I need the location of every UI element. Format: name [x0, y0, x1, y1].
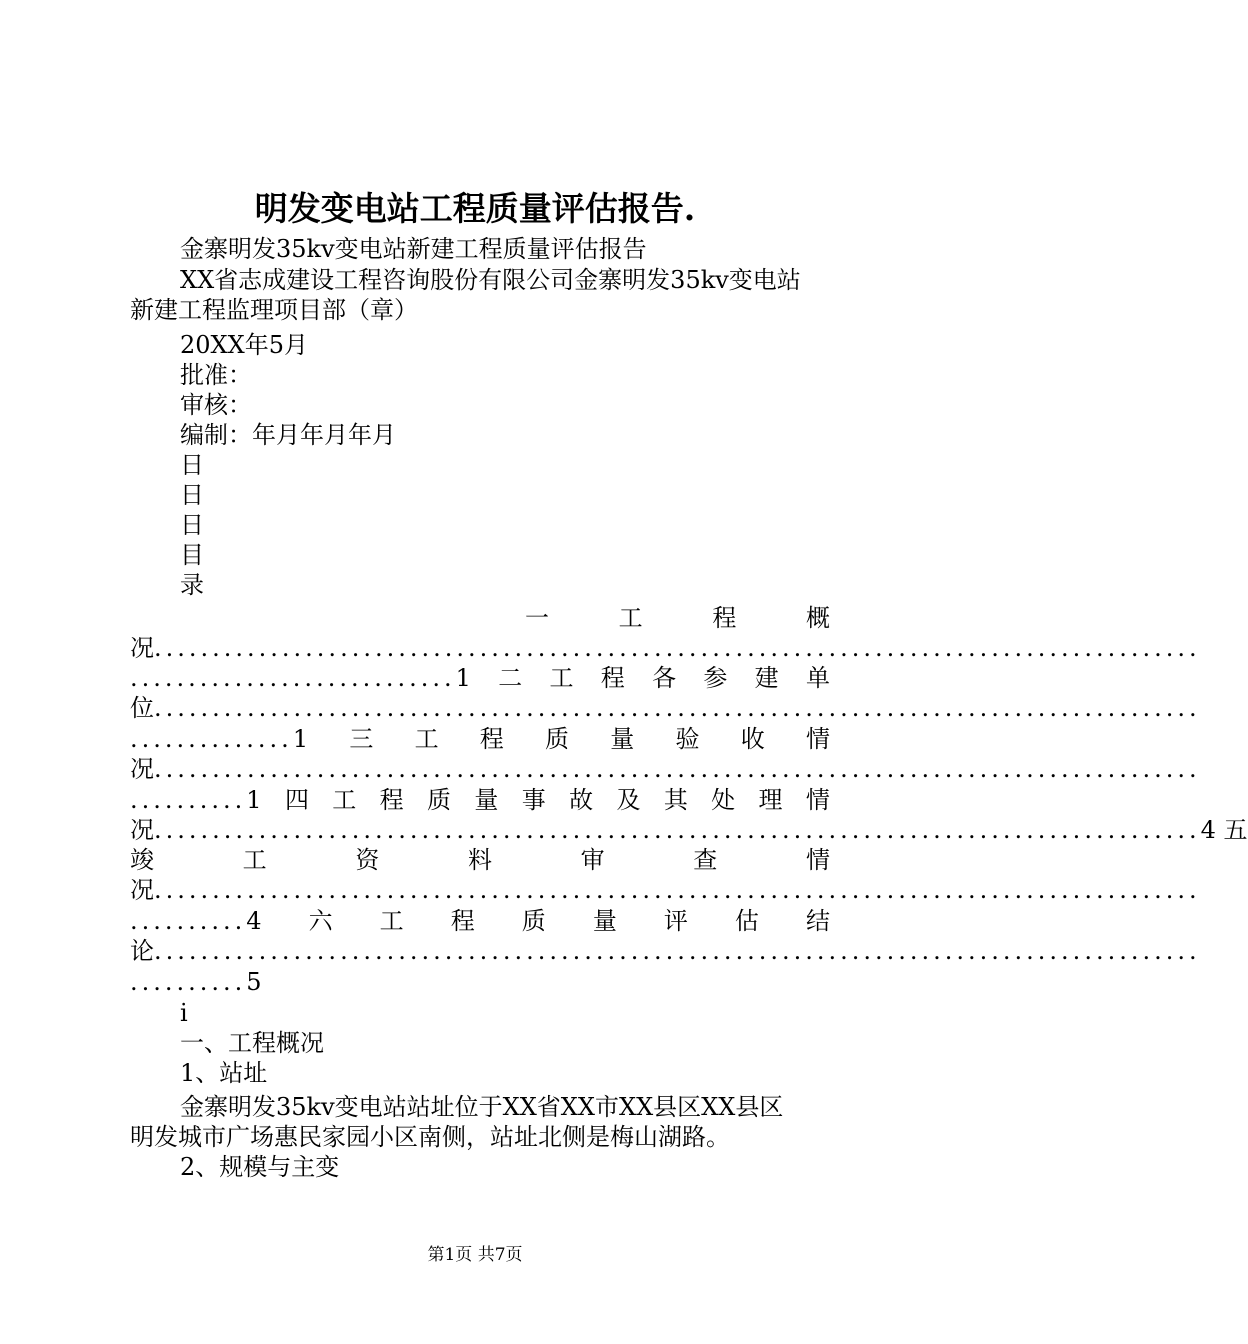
subsection-heading: 1、站址: [180, 1059, 268, 1087]
toc-word: 验: [675, 725, 700, 753]
toc-word: 程: [450, 907, 475, 935]
toc-page-number: 1: [246, 786, 262, 814]
toc-word: 建: [754, 664, 779, 692]
roman-page-number: i: [180, 999, 188, 1027]
toc-word: 程: [379, 786, 404, 814]
paragraph-line: 明发城市广场惠民家园小区南侧，站址北侧是梅山湖路。: [130, 1123, 730, 1151]
toc-word: 况: [130, 755, 154, 783]
toc-word: 收: [740, 725, 765, 753]
toc-word: 事: [521, 786, 546, 814]
approve-label: 批准：: [180, 361, 252, 389]
organization-line-2: 新建工程监理项目部（章）: [130, 296, 418, 324]
toc-word: 处: [711, 786, 736, 814]
compile-label: 编制：年月年月年月: [180, 421, 396, 449]
toc-word: 三: [349, 725, 374, 753]
toc-entry-1-head: [525, 603, 830, 633]
toc-word: 各: [652, 664, 677, 692]
toc-entry-2-head: ............................ 1 二 工 程 各 参 建 单: [130, 664, 830, 692]
toc-word: 程: [600, 664, 625, 692]
toc-word: 论: [130, 937, 154, 965]
toc-word: 料: [467, 846, 492, 874]
subsection-heading: 2、规模与主变: [180, 1153, 340, 1181]
report-subtitle: 金寨明发35kv变电站新建工程质量评估报告: [180, 235, 647, 263]
toc-word: 工: [379, 907, 404, 935]
toc-word: 情: [805, 846, 830, 874]
toc-page-number: 4 五: [1200, 816, 1248, 844]
toc-dot-leader: 况 ..........................................................................................: [130, 876, 1201, 904]
toc-entry-6-head: .......... 4 六 工 程 质 量 评 估 结: [130, 907, 830, 935]
toc-word: 量: [592, 907, 617, 935]
toc-entry-6-tail: .......... 5: [130, 968, 262, 996]
toc-dot-leader: 况 ..........................................................................................: [130, 755, 1201, 783]
toc-word: 故: [569, 786, 594, 814]
toc-word: 查: [693, 846, 718, 874]
toc-word: 估: [734, 907, 759, 935]
toc-heading-char: 录: [180, 571, 204, 599]
toc-word: 工: [618, 604, 643, 632]
toc-word: 况: [130, 876, 154, 904]
toc-word: 工: [332, 786, 357, 814]
toc-page-number: 1: [292, 725, 309, 753]
toc-word: 竣: [130, 846, 154, 874]
toc-dot-leader: 位 ..........................................................................................: [130, 694, 1201, 722]
toc-word: 位: [130, 694, 154, 722]
paragraph-line: 金寨明发35kv变电站站址位于XX省XX市XX县区XX县区: [180, 1093, 784, 1121]
page-footer: 第1页 共7页: [427, 1245, 523, 1265]
toc-entry-4-head: .......... 1 四 工 程 质 量 事 故 及 其 处 理 情: [130, 786, 830, 814]
toc-word: 六: [308, 907, 333, 935]
section-heading: 一、工程概况: [180, 1029, 324, 1057]
toc-entry-3-head: .............. 1 三 工 程 质 量 验 收 情: [130, 725, 830, 753]
toc-word: 概: [805, 604, 830, 632]
toc-word: 工: [549, 664, 574, 692]
toc-word: 评: [663, 907, 688, 935]
report-date: 20XX年5月: [180, 331, 308, 359]
toc-word: 审: [580, 846, 605, 874]
toc-word: 结: [805, 907, 830, 935]
toc-word: 单: [805, 664, 830, 692]
review-label: 审核：: [180, 391, 252, 419]
toc-word: 况: [130, 816, 154, 844]
day-char: 日: [180, 511, 204, 539]
toc-word: 情: [805, 786, 830, 814]
toc-word: 其: [663, 786, 688, 814]
day-char: 日: [180, 481, 204, 509]
toc-word: 理: [758, 786, 783, 814]
toc-word: 一: [525, 604, 549, 632]
toc-word: 质: [427, 786, 452, 814]
toc-word: 及: [616, 786, 641, 814]
toc-word: 工: [242, 846, 267, 874]
toc-word: 量: [610, 725, 635, 753]
toc-page-number: 5: [246, 968, 262, 996]
toc-word: 四: [284, 786, 309, 814]
toc-dot-leader: 论 ..........................................................................................: [130, 937, 1201, 965]
toc-entry-4-tail: 况 .......................................................................................... 4 五: [130, 816, 1248, 844]
toc-word: 程: [479, 725, 504, 753]
organization-line-1: XX省志成建设工程咨询股份有限公司金寨明发35kv变电站: [180, 266, 801, 294]
toc-word: 况: [130, 634, 154, 662]
toc-word: 质: [545, 725, 570, 753]
toc-word: 情: [805, 725, 830, 753]
document-title: 明发变电站工程质量评估报告.: [254, 189, 696, 228]
toc-dot-leader: 况 ..........................................................................................: [130, 634, 1201, 662]
toc-word: 二: [498, 664, 523, 692]
toc-word: 质: [521, 907, 546, 935]
toc-heading-char: 目: [180, 541, 204, 569]
toc-word: 参: [703, 664, 728, 692]
toc-word: 工: [414, 725, 439, 753]
toc-entry-5-head: [130, 845, 830, 875]
toc-word: 量: [474, 786, 499, 814]
toc-word: 资: [355, 846, 380, 874]
toc-page-number: 4: [246, 907, 262, 935]
toc-page-number: 1: [455, 664, 471, 692]
day-char: 日: [180, 451, 204, 479]
toc-word: 程: [712, 604, 737, 632]
